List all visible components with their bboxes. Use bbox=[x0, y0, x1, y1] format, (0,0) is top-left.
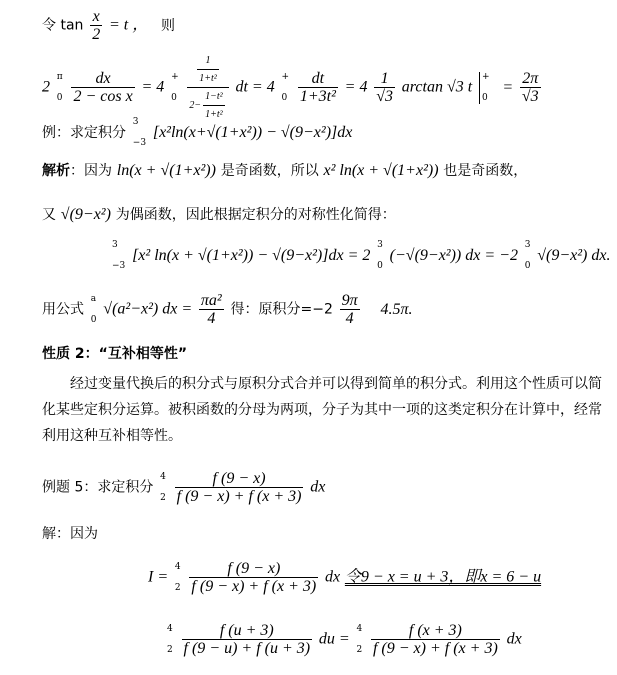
fraction bbox=[298, 70, 338, 105]
text: ：因为 bbox=[70, 163, 112, 179]
integral-limits bbox=[525, 240, 531, 272]
upper-limit: 3 bbox=[112, 240, 118, 250]
lower-limit: 0 bbox=[377, 261, 383, 271]
upper-limit: 4 bbox=[356, 623, 363, 634]
fraction bbox=[90, 8, 102, 43]
even-function-line bbox=[42, 204, 396, 225]
numerator bbox=[187, 52, 228, 88]
numerator: 1−t² bbox=[203, 88, 225, 106]
equals: = 4 bbox=[344, 78, 368, 96]
integrand: [x²ln(x+√(1+x²)) − √(9−x²)]dx bbox=[152, 124, 353, 141]
result: 4.5π. bbox=[380, 300, 413, 318]
integral-limits bbox=[91, 294, 97, 326]
upper-limit: + bbox=[481, 71, 490, 82]
lower-limit: −3 bbox=[112, 261, 126, 271]
integral-limits bbox=[175, 562, 181, 594]
expression: [x² ln(x + √(1+x²)) − √(9−x²)]dx = 2 bbox=[132, 247, 371, 264]
denominator: 4 bbox=[345, 310, 354, 327]
lower-limit: 0 bbox=[90, 314, 97, 325]
text: 则 bbox=[161, 17, 175, 34]
text: 是奇函数，所以 bbox=[220, 163, 319, 179]
integral-limits bbox=[377, 240, 383, 272]
denominator: f (9 − x) + f (x + 3) bbox=[191, 578, 317, 595]
denominator: 2 bbox=[92, 26, 101, 43]
numerator: f (9 − x) bbox=[189, 560, 318, 578]
expression: ln(x + √(1+x²)) bbox=[116, 162, 216, 179]
fraction bbox=[371, 622, 500, 657]
upper-limit: 3 bbox=[524, 240, 531, 250]
substitution-line bbox=[42, 8, 175, 43]
denominator: 2 − cos x bbox=[73, 88, 133, 105]
upper-limit: 4 bbox=[167, 623, 173, 634]
numerator: 2π bbox=[520, 70, 541, 88]
integral-limits bbox=[282, 72, 290, 104]
upper-limit: 4 bbox=[174, 561, 181, 572]
equation-rhs: = t ， bbox=[108, 16, 149, 34]
text: 为偶函数，因此根据定积分的对称性化简得： bbox=[115, 207, 396, 223]
integral-limits bbox=[356, 624, 362, 656]
fraction bbox=[71, 70, 134, 105]
numerator: f (9 − x) bbox=[175, 470, 304, 488]
numerator: 1 bbox=[374, 70, 395, 88]
integral-symbol-I: I = bbox=[148, 568, 169, 586]
numerator: f (u + 3) bbox=[182, 622, 313, 640]
integral-limits bbox=[57, 72, 63, 104]
numerator: x bbox=[90, 8, 102, 26]
integral-limits bbox=[171, 72, 179, 104]
text: 用公式 bbox=[42, 301, 84, 318]
equals: = bbox=[502, 78, 514, 96]
differential: dx bbox=[506, 630, 522, 648]
upper-limit: π bbox=[56, 71, 63, 82]
fraction bbox=[175, 470, 304, 505]
expression: x² ln(x + √(1+x²)) bbox=[323, 162, 439, 179]
differential: du = bbox=[318, 630, 350, 648]
paragraph: 经过变量代换后的积分式与原积分式合并可以得到简单的积分式。利用这个性质可以简化某些定积分运算。被积函数的分母为两项，分子为其中一项的这类定积分在计算中，经常利用这种互补相等性。 bbox=[42, 376, 602, 444]
numerator: 9π bbox=[341, 292, 358, 309]
integral-chain bbox=[42, 52, 543, 123]
example-5 bbox=[42, 470, 325, 505]
coefficient: 2 bbox=[42, 78, 50, 96]
denominator: 1+t² bbox=[199, 73, 217, 84]
differential: dx bbox=[310, 478, 326, 496]
expression: (−√(9−x²)) dx = −2 bbox=[389, 247, 518, 264]
analysis-label: 解析 bbox=[42, 163, 70, 179]
evaluation-bar bbox=[479, 72, 490, 104]
text: 令 tan bbox=[42, 17, 84, 34]
denominator: 1+3t² bbox=[299, 88, 336, 105]
fraction bbox=[189, 560, 318, 595]
upper-limit: a bbox=[90, 293, 97, 304]
numerator: dt bbox=[298, 70, 338, 88]
lower-limit: 0 bbox=[524, 261, 531, 271]
upper-limit: 3 bbox=[377, 240, 383, 250]
expression: √(9−x²) dx. bbox=[537, 247, 611, 264]
solution-label: 解：因为 bbox=[42, 526, 98, 542]
fraction bbox=[520, 70, 541, 105]
lower-limit: 2 bbox=[356, 644, 363, 655]
equals: dt = 4 bbox=[235, 78, 275, 96]
example-integral bbox=[42, 117, 352, 149]
denominator: 4 bbox=[207, 310, 216, 327]
upper-limit: + bbox=[171, 71, 179, 82]
lower-limit: 0 bbox=[56, 92, 63, 103]
upper-limit: 4 bbox=[160, 471, 166, 482]
numerator: f (x + 3) bbox=[371, 622, 500, 640]
fraction bbox=[182, 622, 313, 657]
denominator: f (9 − x) + f (x + 3) bbox=[176, 488, 302, 505]
text: 也是奇函数， bbox=[443, 163, 528, 179]
upper-limit: 3 bbox=[132, 117, 139, 127]
symmetry-simplification bbox=[110, 240, 610, 272]
lower-limit: 2 bbox=[174, 582, 181, 593]
denominator: √3 bbox=[376, 88, 394, 105]
complementary-equation bbox=[165, 622, 522, 657]
text: 得：原积分=−2 bbox=[230, 301, 333, 318]
expression: √(a²−x²) dx = bbox=[103, 300, 193, 318]
denominator: √3 bbox=[521, 88, 539, 105]
fraction bbox=[197, 52, 219, 87]
integral-limits bbox=[133, 117, 146, 149]
fraction bbox=[340, 292, 360, 327]
substitution-note: 令9 − x = u + 3，即x = 6 − u bbox=[344, 568, 542, 586]
integral-limits bbox=[167, 624, 173, 656]
integral-limits bbox=[112, 240, 125, 272]
example-label: 例题 5：求定积分 bbox=[42, 479, 154, 496]
denominator: 1+t² bbox=[205, 109, 223, 120]
expression: √(9−x²) bbox=[60, 206, 111, 223]
integral-limits bbox=[160, 472, 166, 504]
fraction bbox=[199, 292, 224, 327]
fraction bbox=[374, 70, 395, 105]
formula-line bbox=[42, 292, 412, 327]
equals: = 4 bbox=[141, 78, 165, 96]
upper-limit: + bbox=[281, 71, 290, 82]
analysis-line bbox=[42, 160, 527, 181]
text: 2− bbox=[189, 99, 202, 111]
substitution-equation bbox=[148, 560, 541, 595]
lower-limit: 2 bbox=[167, 644, 173, 655]
lower-limit: 0 bbox=[281, 92, 288, 103]
text: 又 bbox=[42, 207, 56, 223]
lower-limit: 2 bbox=[160, 492, 166, 503]
denominator: f (9 − x) + f (x + 3) bbox=[372, 640, 498, 657]
arctan-term: arctan √3 t bbox=[401, 78, 473, 96]
nested-fraction bbox=[187, 52, 228, 123]
lower-limit: 0 bbox=[171, 92, 177, 103]
numerator: dx bbox=[71, 70, 134, 88]
section-heading: 性质 2：“互补相等性” bbox=[42, 346, 188, 362]
lower-limit: 0 bbox=[481, 92, 488, 103]
denominator: f (9 − u) + f (u + 3) bbox=[183, 640, 311, 657]
example-label: 例：求定积分 bbox=[42, 125, 126, 141]
numerator: 1 bbox=[197, 52, 219, 70]
numerator: πa² bbox=[200, 292, 222, 309]
differential: dx bbox=[325, 568, 341, 586]
lower-limit: −3 bbox=[132, 138, 147, 148]
